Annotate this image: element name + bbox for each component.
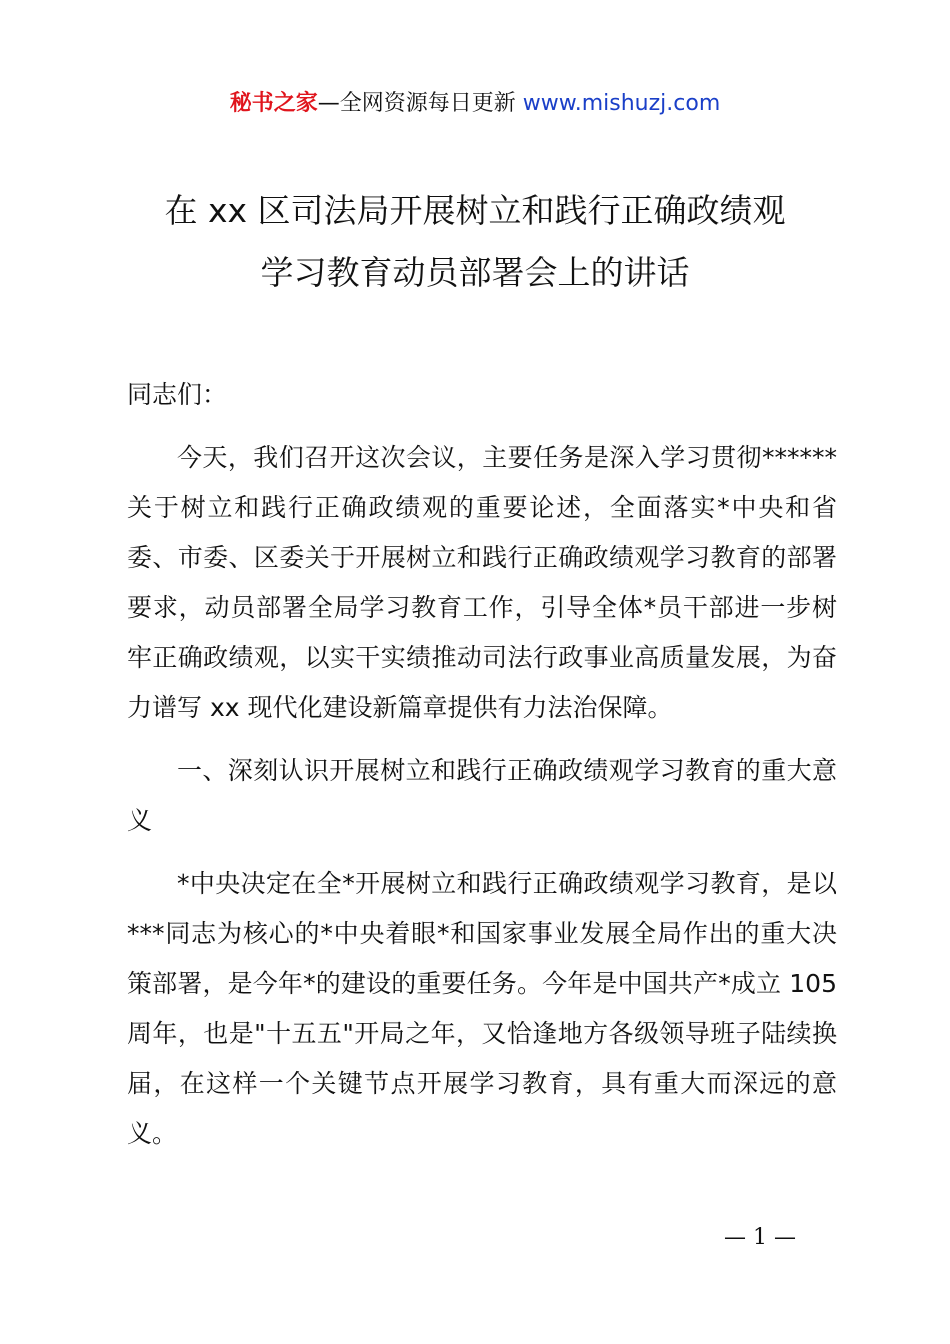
paragraph-section-1: *中央决定在全*开展树立和践行正确政绩观学习教育，是以***同志为核心的*中央着眼*和国家事业发展全局作出的重大决策部署，是今年*的建设的重要任务。今年是中国共产*成立 105 周年，也是"十五五"开局之年，又恰逢地方各级领导班子陆续换届，在这样一个关键节点开展学习教育，具有重大而深远的意义。: [127, 869, 837, 1148]
title-line-2: 学习教育动员部署会上的讲话: [260, 253, 690, 292]
title-line-1: 在 xx 区司法局开展树立和践行正确政绩观: [164, 191, 786, 230]
site-url-link[interactable]: www.mishuzj.com: [522, 91, 721, 116]
salutation: 同志们：: [127, 380, 228, 409]
header-tagline: —全网资源每日更新: [317, 91, 516, 116]
document-body: [127, 370, 837, 1172]
page-number: — 1 —: [724, 1225, 796, 1250]
paragraph-intro: 今天，我们召开这次会议，主要任务是深入学习贯彻******关于树立和践行正确政绩观的重要论述，全面落实*中央和省委、市委、区委关于开展树立和践行正确政绩观学习教育的部署要求，动员部署全局学习教育工作，引导全体*员干部进一步树牢正确政绩观，以实干实绩推动司法行政事业高质量发展，为奋力谱写 xx 现代化建设新篇章提供有力法治保障。: [127, 443, 837, 722]
brand-name: 秘书之家: [229, 91, 318, 116]
site-header: [0, 88, 950, 120]
document-title: [60, 180, 890, 304]
section-heading-1: 一、深刻认识开展树立和践行正确政绩观学习教育的重大意义: [127, 756, 837, 835]
